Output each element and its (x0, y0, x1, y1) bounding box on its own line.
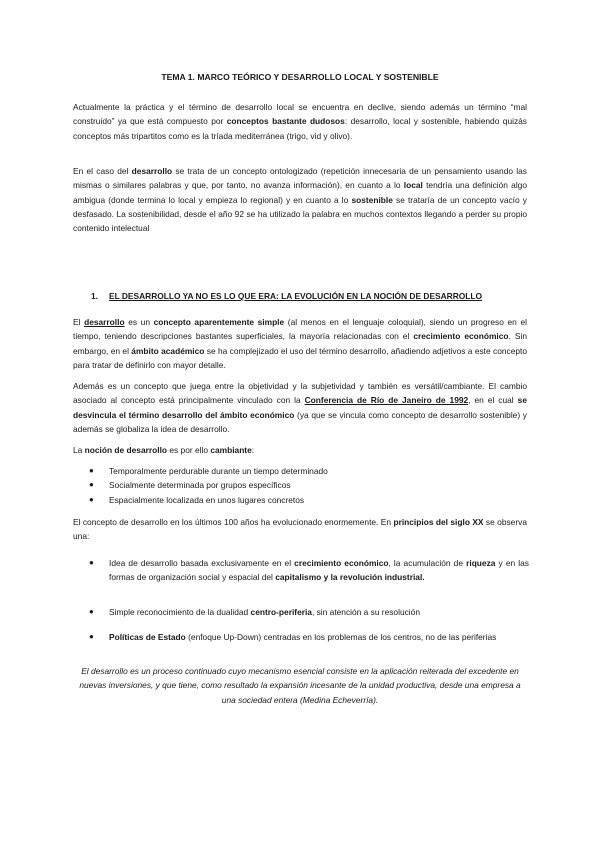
section-number: 1. (91, 291, 98, 301)
section-heading (91, 291, 531, 301)
page-title: TEMA 1. MARCO TEÓRICO Y DESARROLLO LOCAL Y SOSTENIBLE (161, 72, 439, 82)
intro-paragraph: Actualmente la práctica y el término de desarrollo local se encuentra en declive, siendo además un término “mal construido” ya que está compuesto por conceptos bastante dudosos: desarrollo, local y sostenible, habiendo quizás conceptos más tripartitos como es la tríada mediterránea (trigo, vid y olivo). (73, 102, 527, 141)
politicas-bullet-list (73, 630, 529, 644)
bullet-icon: ● (89, 466, 94, 475)
nocion-paragraph: La noción de desarrollo es por ello cambiante: (73, 445, 255, 455)
list-item: ● Idea de desarrollo basada exclusivamente en el crecimiento económico, la acumulación de riqueza y en las formas de organización social y espacial del capitalismo y la revolución industrial. (89, 558, 529, 583)
list-item: ● Socialmente determinada por grupos específicos (73, 478, 529, 492)
bullet-icon: ● (89, 480, 94, 490)
centro-periferia-bullet-list (73, 605, 529, 619)
list-item: ● Temporalmente perdurable durante un tiempo determinado (73, 464, 529, 478)
desarrollo-definition-paragraph: El desarrollo es un concepto aparentemente simple (al menos en el lenguaje coloquial), siendo un progreso en el tiempo, teniendo descripciones bastantes superficiales, la mayoría relacionadas con el crecimiento económico. Sin embargo, en el ámbito académico se ha complejizado el uso del término desarrollo, añadiendo adjetivos a este concepto para tratar de definirlo con mayor detalle. (73, 317, 527, 370)
list-item: ● Simple reconocimiento de la dualidad centro-periferia, sin atención a su resolución (73, 605, 529, 619)
medina-echeverria-quote: El desarrollo es un proceso continuado cuyo mecanismo esencial consiste en la aplicación reiterada del excedente en nuevas inversiones, y que tiene, como resultado la expansión incesante de la unidad productiva, desde una empresa a una sociedad entera (Medina Echeverría). (79, 666, 521, 705)
desarrollo-local-paragraph: En el caso del desarrollo se trata de un concepto ontologizado (repetición innecesaria de un pensamiento usando las mismas o similares palabras y que, por tanto, no avanza información), en cuanto a lo local tendría una definición algo ambigua (donde termina lo local y empieza lo regional) y en cuanto a lo sostenible se trataría de un concepto vacío y desfasado. La sostenibilidad, desde el año 92 se ha utilizado la palabra en muchos contextos llegando a perder su propio contenido intelectual (73, 166, 527, 234)
bullet-icon: ● (89, 632, 94, 641)
list-item: ● Espacialmente localizada en unos lugares concretos (73, 493, 529, 507)
rio-conference-paragraph: Además es un concepto que juega entre la objetividad y la subjetividad y también es versátil/cambiante. El cambio asociado al concepto está principalmente vinculado con la Conferencia de Río de Janeiro de 1992, en el cual se desvincula el término desarrollo del ámbito económico (ya que se vincula como concepto de desarrollo sostenible) y además se globaliza la idea de desarrollo. (73, 381, 527, 434)
list-item: ● Políticas de Estado (enfoque Up-Down) centradas en los problemas de los centros, no de las periferias (73, 630, 529, 644)
bullet-icon: ● (89, 607, 94, 616)
section-title: EL DESARROLLO YA NO ES LO QUE ERA: LA EVOLUCIÓN EN LA NOCIÓN DE DESARROLLO (109, 291, 483, 301)
nocion-bullet-list (73, 464, 529, 507)
siglo-xx-paragraph: El concepto de desarrollo en los últimos 100 años ha evolucionado enormemente. En principios del siglo XX se observa una: (73, 517, 527, 542)
siglo-xx-bullet-list (73, 556, 529, 585)
bullet-icon: ● (89, 558, 94, 567)
bullet-icon: ● (89, 494, 94, 504)
